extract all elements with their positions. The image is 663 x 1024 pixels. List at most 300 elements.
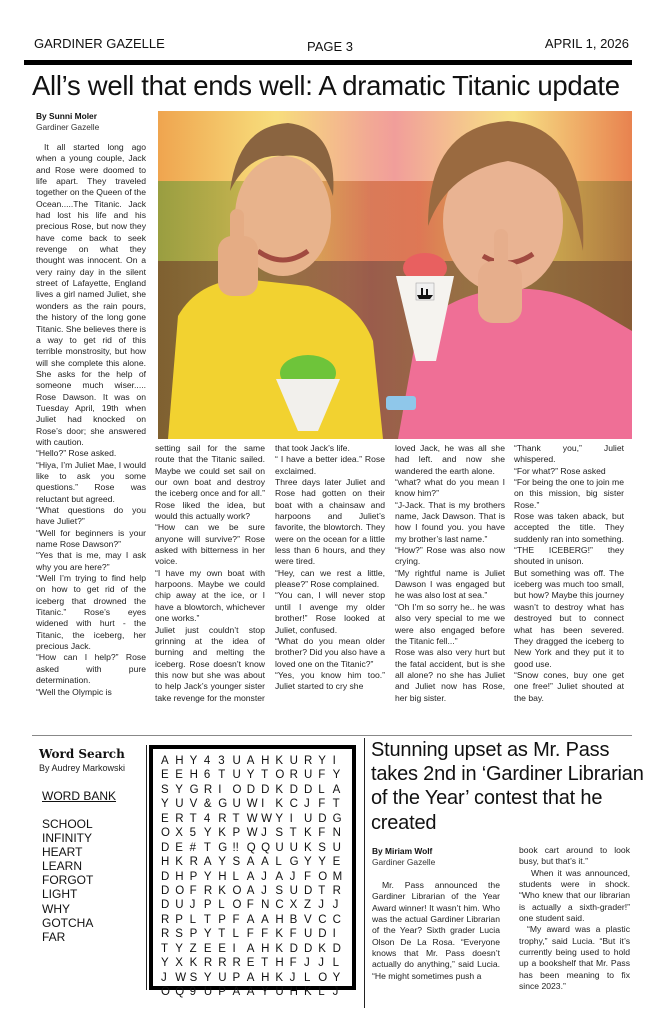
- paragraph: “You can, I will never stop until I avenge my older brother!” Rose looked at Juliet, confused.: [275, 590, 385, 635]
- word-bank-item: HEART: [42, 845, 83, 860]
- grid-cell: H: [161, 856, 170, 869]
- grid-cell: O: [275, 769, 285, 782]
- paragraph: “Oh I’m so sorry he.. he was also very special to me we were also engaged before the Titanic fell...”: [395, 601, 505, 646]
- grid-cell: O: [232, 783, 242, 796]
- column-divider: [364, 738, 365, 1008]
- grid-cell: T: [261, 769, 269, 782]
- grid-cell: N: [332, 827, 341, 840]
- grid-cell: A: [275, 870, 284, 883]
- grid-cell: A: [203, 856, 212, 869]
- grid-cell: F: [318, 769, 326, 782]
- word-bank-item: WHY: [42, 901, 70, 916]
- grid-cell: L: [218, 899, 225, 912]
- byline-org: Gardiner Gazelle: [36, 122, 100, 132]
- grid-cell: K: [275, 755, 284, 767]
- grid-cell: Y: [203, 928, 212, 941]
- grid-cell: I: [232, 942, 236, 955]
- grid-cell: R: [218, 812, 227, 825]
- grid-cell: A: [246, 942, 255, 955]
- grid-cell: Y: [189, 755, 198, 767]
- grid-cell: L: [332, 957, 339, 970]
- paragraph: When it was announced, students were in shock. “Who knew that our librarian is actually a sixth-grader!” one student said.: [519, 867, 630, 924]
- grid-cell: R: [175, 812, 184, 825]
- word-search-author: By Audrey Markowski: [39, 763, 126, 773]
- grid-cell: 4: [203, 755, 211, 767]
- byline-author: By Miriam Wolf: [372, 846, 433, 856]
- paragraph: “How can we be sure anyone will survive?” Rose asked with bitterness in her voice.: [155, 522, 265, 567]
- grid-cell: E: [332, 856, 341, 869]
- paragraph: loved Jack, he was all she had left. and now she wandered the earth alone.: [395, 443, 505, 476]
- grid-cell: D: [318, 928, 327, 941]
- grid-row: [161, 826, 347, 840]
- grid-cell: F: [246, 899, 254, 912]
- grid-cell: E: [203, 942, 212, 955]
- grid-cell: O: [232, 899, 242, 912]
- grid-cell: J: [332, 899, 339, 912]
- grid-cell: J: [261, 870, 267, 883]
- grid-cell: B: [289, 913, 298, 926]
- grid-cell: A: [246, 986, 255, 998]
- paragraph: But something was off. The iceberg was much too small, but how? Maybe this journey wasn’t to destroy what has destroyed but to connect what has been severed. They dragged the iceberg to New York and they put it to good use.: [514, 567, 624, 669]
- grid-cell: K: [175, 856, 183, 869]
- grid-cell: K: [218, 884, 226, 897]
- grid-cell: Y: [332, 769, 341, 782]
- grid-cell: Q: [246, 841, 256, 854]
- grid-cell: W: [246, 827, 258, 840]
- grid-cell: T: [232, 812, 240, 825]
- grid-cell: S: [232, 856, 241, 869]
- grid-cell: A: [261, 913, 269, 926]
- grid-cell: I: [218, 783, 222, 796]
- paragraph: “I have my own boat with harpoons. Maybe we could chip away at the ice, or I have a blowtorch, whichever one works.”: [155, 567, 265, 624]
- grid-cell: 4: [203, 812, 211, 825]
- titanic-column-4: [395, 443, 505, 704]
- grid-cell: A: [246, 870, 255, 883]
- masthead: [24, 34, 639, 54]
- grid-cell: H: [261, 971, 270, 984]
- grid-cell: A: [246, 913, 255, 926]
- grid-cell: Y: [246, 769, 255, 782]
- paragraph: “J-Jack. That is my brothers name, Jack Dawson. That is how I found you. you have my brother’s last name.”: [395, 499, 505, 544]
- grid-cell: J: [261, 827, 267, 840]
- grid-cell: K: [275, 942, 284, 955]
- grid-cell: H: [189, 769, 198, 782]
- grid-cell: K: [303, 841, 312, 854]
- grid-cell: &: [203, 798, 212, 811]
- grid-cell: Z: [189, 942, 197, 955]
- grid-cell: R: [203, 884, 213, 897]
- paragraph: “My rightful name is Juliet Dawson I was engaged but he was also lost at sea.”: [395, 567, 505, 601]
- grid-cell: K: [275, 783, 284, 796]
- grid-cell: A: [332, 783, 341, 796]
- grid-cell: J: [318, 957, 325, 970]
- librarian-column-1: [372, 880, 500, 982]
- grid-cell: O: [318, 870, 328, 883]
- paragraph: “THE ICEBERG!” they shouted in unison.: [514, 545, 624, 567]
- grid-cell: H: [175, 870, 184, 883]
- kids-snowcone-illustration: [158, 111, 632, 439]
- grid-cell: K: [275, 971, 284, 984]
- page-number: PAGE 3: [307, 39, 354, 54]
- grid-cell: O: [318, 971, 328, 984]
- grid-row: [161, 841, 347, 855]
- titanic-column-3: [275, 443, 385, 693]
- grid-cell: H: [175, 755, 184, 767]
- grid-cell: E: [161, 812, 169, 825]
- grid-cell: E: [161, 769, 169, 782]
- grid-row: [161, 855, 347, 869]
- grid-cell: R: [232, 957, 241, 970]
- grid-cell: O: [175, 884, 185, 897]
- grid-cell: F: [232, 913, 240, 926]
- librarian-column-2: [519, 845, 630, 992]
- grid-cell: A: [246, 856, 255, 869]
- grid-cell: J: [261, 884, 267, 897]
- grid-cell: W: [175, 971, 187, 984]
- word-bank-item: LEARN: [42, 859, 83, 874]
- paragraph: “Hiya, I’m Juliet Mae, I would like to ask you some questions.” Rose was reluctant but agreed.: [36, 459, 146, 504]
- grid-cell: A: [232, 986, 241, 998]
- paragraph: “what? what do you mean I know him?”: [395, 477, 505, 499]
- grid-cell: P: [175, 913, 183, 926]
- grid-cell: Y: [318, 856, 326, 869]
- grid-cell: U: [332, 841, 341, 854]
- grid-cell: Y: [275, 812, 284, 825]
- grid-cell: J: [189, 899, 196, 912]
- grid-cell: U: [303, 812, 313, 825]
- grid-cell: P: [218, 913, 226, 926]
- paragraph: “Well I’m trying to find help on how to get rid of the iceberg that drowned the Titanic.” Rose’s eyes widened with hurt - the Titanic, the iceberg, her precious Jack.: [36, 573, 146, 652]
- grid-cell: W: [246, 812, 258, 825]
- grid-cell: D: [332, 942, 341, 955]
- grid-cell: D: [289, 942, 298, 955]
- grid-cell: J: [289, 870, 296, 883]
- grid-cell: C: [318, 913, 327, 926]
- word-bank-list: [42, 817, 93, 944]
- byline-org: Gardiner Gazelle: [372, 857, 436, 867]
- librarian-headline: Stunning upset as Mr. Pass takes 2nd in ‘Gardiner Librarian of the Year’ contest that he created: [371, 739, 644, 834]
- paragraph: “How?” Rose was also now crying.: [395, 545, 505, 567]
- grid-row: [161, 898, 347, 912]
- grid-cell: K: [318, 942, 326, 955]
- grid-cell: U: [289, 755, 298, 767]
- word-bank-item: LIGHT: [42, 887, 78, 902]
- grid-cell: U: [218, 971, 227, 984]
- grid-cell: J: [332, 986, 339, 998]
- section-divider: [32, 735, 632, 736]
- grid-cell: P: [189, 928, 198, 941]
- grid-cell: L: [232, 928, 239, 941]
- grid-cell: E: [175, 841, 183, 854]
- grid-cell: L: [232, 870, 239, 883]
- grid-cell: I: [332, 755, 336, 767]
- grid-cell: U: [175, 899, 184, 912]
- grid-cell: S: [275, 827, 284, 840]
- paragraph: Juliet just couldn’t stop grinning at the idea of burning and melting the iceberg. Rose doesn’t know this now but she was about to help Jack’s younger sister take revenge for the monster: [155, 624, 265, 703]
- word-bank-item: GOTCHA: [42, 915, 94, 930]
- word-bank-item: INFINITY: [42, 831, 92, 846]
- grid-cell: H: [275, 913, 284, 926]
- paragraph: “Thank you,” Juliet whispered.: [514, 443, 624, 465]
- grid-cell: Y: [161, 957, 169, 970]
- publication-name: GARDINER GAZELLE: [34, 36, 165, 51]
- titanic-byline: [36, 111, 99, 133]
- paragraph: “Well for beginners is your name Rose Dawson?”: [36, 527, 146, 550]
- grid-cell: F: [261, 928, 269, 941]
- grid-cell: S: [318, 841, 326, 854]
- grid-cell: T: [318, 884, 326, 897]
- grid-cell: Y: [175, 783, 183, 796]
- grid-cell: R: [161, 913, 170, 926]
- grid-cell: V: [189, 798, 198, 811]
- grid-cell: U: [275, 986, 284, 998]
- grid-cell: A: [246, 755, 255, 767]
- grid-cell: L: [303, 971, 311, 984]
- grid-cell: 9: [189, 986, 196, 998]
- grid-cell: Y: [303, 856, 312, 869]
- grid-row: [161, 754, 347, 768]
- grid-row: [161, 985, 347, 999]
- issue-date: APRIL 1, 2026: [544, 36, 629, 51]
- grid-cell: S: [175, 928, 183, 941]
- paragraph: Rose was taken aback, but accepted the title. They suddenly ran into something.: [514, 511, 624, 544]
- paragraph: Mr. Pass announced the Gardiner Librarian of the Year Award winner! It wasn’t him. Who was the actual Gardiner Librarian of the Year? Sixth grader Lucia Olson De La Rosa. “Everyone knows that Mr. Pass doesn’t actually do anything,” said Lucia. “He might sometimes push a: [372, 880, 500, 981]
- grid-cell: A: [246, 884, 255, 897]
- grid-cell: W: [246, 798, 258, 811]
- grid-cell: D: [161, 841, 170, 854]
- article-photo: [158, 111, 632, 439]
- grid-cell: P: [203, 899, 212, 912]
- word-search-grid: [149, 745, 356, 998]
- grid-cell: Q: [175, 986, 185, 998]
- titanic-column-1: [36, 142, 146, 698]
- grid-cell: D: [161, 870, 170, 883]
- grid-cell: E: [246, 957, 255, 970]
- grid-cell: O: [161, 827, 170, 840]
- grid-cell: D: [246, 783, 256, 796]
- letter-grid: [161, 754, 347, 999]
- grid-cell: F: [289, 928, 297, 941]
- word-search-title: Word Search: [39, 747, 125, 761]
- grid-cell: G: [289, 856, 299, 869]
- grid-cell: !!: [232, 841, 239, 854]
- librarian-byline: [372, 846, 435, 868]
- grid-cell: R: [189, 856, 198, 869]
- grid-cell: T: [218, 769, 226, 782]
- grid-cell: C: [289, 798, 298, 811]
- grid-cell: K: [189, 957, 198, 970]
- grid-cell: D: [161, 899, 170, 912]
- paragraph: Three days later Juliet and Rose had gotten on their boat with a chainsaw and harpoons and Juliet’s favorite, the blowtorch. They were on the ocean for a little less than 6 hours, and they were tired.: [275, 477, 385, 567]
- grid-cell: R: [218, 957, 227, 970]
- grid-cell: Q: [261, 841, 271, 854]
- masthead-rule: [24, 60, 632, 65]
- grid-row: [161, 971, 347, 985]
- grid-cell: L: [318, 783, 325, 796]
- grid-cell: D: [303, 783, 313, 796]
- grid-cell: X: [175, 957, 183, 970]
- grid-cell: Y: [161, 798, 169, 811]
- grid-cell: U: [275, 841, 284, 854]
- grid-cell: G: [218, 841, 228, 854]
- grid-cell: U: [303, 928, 313, 941]
- titanic-column-5: [514, 443, 624, 704]
- grid-cell: U: [289, 841, 298, 854]
- word-bank-item: FORGOT: [42, 873, 94, 888]
- grid-cell: U: [303, 769, 313, 782]
- paragraph: “What do you mean older brother? Did you also have a loved one on the Titanic?”: [275, 635, 385, 669]
- grid-cell: U: [232, 769, 241, 782]
- paragraph: It all started long ago when a young couple, Jack and Rose were doomed to life apart. They traveled together on the Queen of the Ocean.....The Titanic. Jack had lost his life and his precious Rose, but now they have come back to seek revenge on what they thought was innocent. On a very rainy day in the silent street of Lafayette, England lives a girl named Juliet, she wonders as the rain pours, the history of the long gone Titanic. She believes there is a way to get rid of this terrible monstrosity, but how will she complete this alone. She asks for the help of someone much wiser..... Rose Dawson. It was on Tuesday April, 19th when Juliet had knocked on Rose’s door; she answered with caution.: [36, 142, 146, 447]
- grid-cell: K: [218, 827, 226, 840]
- paragraph: “Hey, can we rest a little, please?” Rose complained.: [275, 567, 385, 590]
- grid-cell: G: [332, 812, 342, 825]
- grid-cell: C: [332, 913, 341, 926]
- grid-cell: U: [232, 755, 241, 767]
- grid-cell: T: [203, 841, 211, 854]
- paragraph: book cart around to look busy, but that’s it.”: [519, 845, 630, 867]
- grid-cell: C: [275, 899, 284, 912]
- grid-cell: J: [318, 899, 325, 912]
- grid-row: [161, 870, 347, 884]
- paragraph: “Hello?” Rose asked.: [36, 448, 117, 459]
- grid-cell: T: [189, 812, 197, 825]
- grid-cell: L: [189, 913, 196, 926]
- grid-row: [161, 942, 347, 956]
- grid-cell: U: [175, 798, 184, 811]
- paragraph: “ I have a better idea.” Rose exclaimed.: [275, 454, 385, 476]
- grid-cell: D: [303, 884, 313, 897]
- paragraph: “My award was a plastic trophy,” said Lucia. “But it’s currently being used to hold up a bookshelf that Mr. Pass has been meaning to fix since 2023.”: [519, 924, 630, 992]
- grid-cell: F: [289, 957, 297, 970]
- grid-cell: N: [261, 899, 270, 912]
- grid-cell: L: [275, 856, 282, 869]
- word-bank-item: SCHOOL: [42, 817, 93, 831]
- paragraph: that took Jack’s life.: [275, 443, 350, 453]
- grid-row: [161, 812, 347, 826]
- grid-cell: H: [261, 942, 270, 955]
- grid-cell: Y: [261, 986, 269, 998]
- grid-cell: E: [218, 942, 226, 955]
- word-bank-item: FAR: [42, 929, 66, 944]
- grid-cell: T: [261, 957, 269, 970]
- grid-cell: R: [203, 783, 213, 796]
- grid-cell: G: [218, 798, 228, 811]
- grid-cell: D: [161, 884, 170, 897]
- grid-cell: K: [275, 928, 284, 941]
- grid-cell: R: [203, 957, 213, 970]
- column-divider: [146, 745, 147, 990]
- grid-cell: D: [303, 942, 313, 955]
- grid-cell: J: [161, 971, 167, 984]
- grid-cell: Y: [175, 942, 183, 955]
- paragraph: “How can I help?” Rose asked with pure determination.: [36, 652, 146, 686]
- grid-cell: M: [332, 870, 343, 883]
- grid-cell: J: [303, 957, 310, 970]
- paragraph: setting sail for the same route that the Titanic sailed. Maybe we could set sail on our own boat and destroy the iceberg once and for all.” Rose liked the idea, but would this actually work?: [155, 443, 265, 522]
- grid-cell: Y: [318, 755, 326, 767]
- grid-cell: Y: [203, 827, 212, 840]
- grid-cell: T: [289, 827, 297, 840]
- grid-cell: U: [232, 798, 241, 811]
- grid-cell: X: [175, 827, 183, 840]
- grid-cell: Z: [303, 899, 311, 912]
- grid-cell: T: [161, 942, 169, 955]
- grid-cell: P: [218, 986, 226, 998]
- grid-cell: O: [232, 884, 242, 897]
- grid-cell: T: [218, 928, 226, 941]
- grid-cell: S: [275, 884, 284, 897]
- grid-cell: H: [289, 986, 298, 998]
- grid-cell: A: [261, 856, 269, 869]
- grid-row: [161, 913, 347, 927]
- paragraph: “For what?” Rose asked: [514, 465, 606, 476]
- grid-row: [161, 927, 347, 941]
- titanic-column-2: [155, 443, 265, 704]
- grid-cell: F: [318, 798, 326, 811]
- grid-cell: J: [289, 971, 296, 984]
- grid-cell: T: [203, 913, 211, 926]
- grid-row: [161, 783, 347, 797]
- grid-cell: H: [275, 957, 284, 970]
- grid-row: [161, 768, 347, 782]
- paragraph: “What questions do you have Juliet?”: [36, 505, 146, 527]
- grid-cell: K: [303, 986, 312, 998]
- grid-cell: P: [232, 971, 241, 984]
- grid-cell: A: [161, 755, 169, 767]
- grid-cell: #: [189, 841, 196, 854]
- paragraph: Rose was also very hurt but the fatal accident, but is she all alone? no she has Juliet and Juliet now has Rose, her big sister.: [395, 647, 505, 703]
- titanic-headline: All’s well that ends well: A dramatic Titanic update: [32, 70, 620, 101]
- grid-cell: I: [261, 798, 265, 811]
- paragraph: “Snow cones, buy one get one free!” Juliet shouted at the bay.: [514, 669, 624, 703]
- grid-cell: U: [289, 884, 298, 897]
- grid-cell: E: [175, 769, 183, 782]
- grid-cell: J: [303, 798, 310, 811]
- grid-cell: 6: [203, 769, 211, 782]
- grid-cell: D: [318, 812, 327, 825]
- grid-row: [161, 797, 347, 811]
- grid-cell: G: [189, 783, 199, 796]
- grid-cell: R: [289, 769, 298, 782]
- grid-cell: P: [189, 870, 198, 883]
- grid-cell: H: [218, 870, 227, 883]
- grid-cell: Y: [218, 856, 226, 869]
- grid-cell: F: [303, 870, 311, 883]
- paragraph: “For being the one to join me on this mission, big sister Rose.”: [514, 477, 624, 510]
- grid-cell: F: [318, 827, 326, 840]
- grid-cell: V: [303, 913, 312, 926]
- paragraph: “Yes that is me, may I ask why you are here?”: [36, 550, 146, 572]
- byline-author: By Sunni Moler: [36, 111, 97, 121]
- grid-cell: P: [232, 827, 241, 840]
- grid-cell: R: [303, 755, 313, 767]
- grid-cell: Y: [203, 870, 212, 883]
- grid-cell: O: [161, 986, 170, 998]
- grid-cell: S: [189, 971, 198, 984]
- grid-row: [161, 884, 347, 898]
- grid-cell: U: [203, 986, 213, 998]
- grid-cell: 5: [189, 827, 196, 840]
- grid-cell: D: [289, 783, 298, 796]
- grid-cell: X: [289, 899, 298, 912]
- grid-cell: K: [275, 798, 284, 811]
- grid-cell: Y: [332, 971, 341, 984]
- grid-cell: S: [161, 783, 169, 796]
- grid-cell: L: [318, 986, 325, 998]
- grid-cell: W: [261, 812, 272, 825]
- grid-cell: F: [189, 884, 197, 897]
